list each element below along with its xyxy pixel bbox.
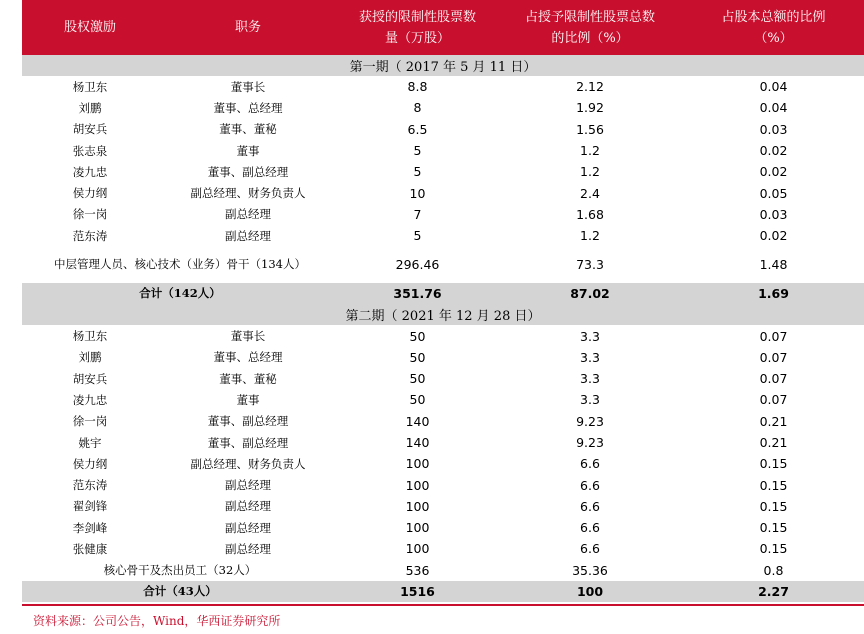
pct-grant-value: 6.6 [580,498,600,514]
group-label: 中层管理人员、核心技术（业务）骨干（134人） [54,257,306,272]
person-title: 副总经理 [225,478,271,493]
period-band: 第一期（ 2017 年 5 月 11 日） [22,55,864,76]
pct-capital-value: 0.21 [759,435,788,450]
group-row [22,246,864,283]
table-row [22,97,864,118]
pct-capital-value: 0.03 [759,206,788,222]
pct-capital-value: 0.03 [759,121,788,137]
pct-grant-value: 100 [576,583,604,599]
person-name: 侯力纲 [72,186,108,201]
table-row [22,76,864,97]
total-label: 合计（142人） [139,286,221,301]
person-name: 张志泉 [72,143,108,158]
shares-value: 50 [409,328,426,344]
person-title: 董事、副总经理 [207,164,289,179]
table-row [22,453,864,474]
person-title: 副总经理 [225,520,271,535]
table-row [22,225,864,246]
shares-value: 140 [405,413,430,429]
pct-capital-value: 2.27 [758,583,789,599]
person-name: 凌九忠 [72,392,108,407]
pct-grant-value: 9.23 [576,413,604,429]
shares-value: 5 [413,228,422,244]
pct-grant-value: 73.3 [576,257,604,273]
total-row [22,581,864,602]
pct-grant-value: 3.3 [580,371,600,387]
person-title: 董事 [236,392,260,407]
person-name: 杨卫东 [72,329,108,344]
shares-value: 100 [405,541,430,557]
table-row [22,182,864,203]
person-name: 刘鹏 [78,350,102,365]
pct-grant-value: 87.02 [570,286,610,302]
shares-value: 351.76 [393,286,442,302]
pct-grant-value: 1.2 [580,164,600,180]
person-name: 刘鹏 [78,100,102,115]
shares-value: 140 [405,435,430,450]
shares-value: 8.8 [407,79,428,95]
person-name: 凌九忠 [72,164,108,179]
person-name: 姚宇 [78,435,102,450]
person-title: 副总经理、财务负责人 [190,186,306,201]
shares-value: 10 [409,185,426,201]
person-name: 张健康 [72,541,108,556]
person-title: 副总经理 [225,228,271,243]
table-row [22,389,864,410]
pct-capital-value: 0.15 [759,477,788,493]
pct-grant-value: 2.12 [576,79,604,95]
pct-grant-value: 35.36 [572,562,608,578]
table-row [22,347,864,368]
bottom-rule [22,604,864,606]
pct-capital-value: 0.02 [759,228,788,244]
table-row [22,496,864,517]
shares-value: 50 [409,392,426,408]
person-name: 侯力纲 [72,456,108,471]
shares-value: 5 [413,143,422,159]
pct-grant-value: 6.6 [580,541,600,557]
table-row [22,411,864,432]
pct-grant-value: 1.56 [576,121,604,137]
table-row [22,474,864,495]
pct-capital-value: 0.02 [759,164,788,180]
table-row [22,432,864,453]
table-header [22,0,864,55]
pct-capital-value: 0.15 [759,456,788,472]
table-row [22,368,864,389]
shares-value: 5 [413,164,422,180]
source-note: 资料来源：公司公告，Wind，华西证券研究所 [33,614,281,628]
shares-value: 50 [409,349,426,365]
person-title: 董事、董秘 [219,371,277,386]
person-name: 李剑峰 [72,520,108,535]
total-label: 合计（43人） [143,583,217,598]
pct-capital-value: 1.69 [758,286,789,302]
pct-capital-value: 0.04 [759,79,788,95]
pct-capital-value: 0.8 [763,562,784,578]
person-name: 翟剑锋 [72,499,108,514]
pct-grant-value: 1.92 [576,100,604,116]
table-row [22,538,864,559]
pct-grant-value: 3.3 [580,392,600,408]
person-name: 徐一岗 [72,207,108,222]
pct-capital-value: 0.07 [759,371,788,387]
person-name: 范东涛 [72,478,108,493]
person-name: 胡安兵 [72,122,108,137]
header-incentive: 股权激励 [63,20,116,35]
pct-grant-value: 1.2 [580,143,600,159]
shares-value: 1516 [400,583,435,599]
pct-capital-value: 0.07 [759,392,788,408]
shares-value: 296.46 [395,257,440,273]
pct-capital-value: 0.02 [759,143,788,159]
pct-grant-value: 9.23 [576,435,604,450]
header-pct-capital: 占股本总额的比例 （%） [721,9,826,46]
person-title: 副总经理、财务负责人 [190,456,306,471]
person-title: 董事长 [230,329,266,344]
person-title: 副总经理 [225,499,271,514]
person-title: 副总经理 [225,207,271,222]
group-label: 核心骨干及杰出员工（32人） [103,562,257,577]
table-row [22,517,864,538]
table-row [22,140,864,161]
shares-value: 100 [405,520,430,536]
person-name: 胡安兵 [72,371,108,386]
pct-capital-value: 0.21 [759,413,788,429]
shares-value: 536 [405,562,430,578]
group-row [22,560,864,581]
person-name: 徐一岗 [72,414,108,429]
person-title: 副总经理 [225,541,271,556]
person-title: 董事长 [230,79,266,94]
pct-capital-value: 0.04 [759,100,788,116]
pct-grant-value: 6.6 [580,520,600,536]
table-row [22,119,864,140]
shares-value: 100 [405,477,430,493]
pct-grant-value: 2.4 [580,185,600,201]
person-title: 董事、副总经理 [207,414,289,429]
pct-grant-value: 3.3 [580,349,600,365]
pct-grant-value: 6.6 [580,456,600,472]
incentive-table [22,0,864,602]
pct-capital-value: 0.05 [759,185,788,201]
person-title: 董事、总经理 [213,350,283,365]
shares-value: 6.5 [407,121,428,137]
table-row [22,325,864,346]
shares-value: 8 [413,100,422,116]
table-body [22,55,864,602]
period-band: 第二期（ 2021 年 12 月 28 日） [22,304,864,325]
person-name: 范东涛 [72,228,108,243]
pct-capital-value: 0.15 [759,541,788,557]
table-row [22,161,864,182]
pct-capital-value: 0.15 [759,498,788,514]
person-title: 董事、董秘 [219,122,277,137]
pct-grant-value: 3.3 [580,328,600,344]
pct-capital-value: 0.07 [759,328,788,344]
shares-value: 50 [409,371,426,387]
pct-capital-value: 0.07 [759,349,788,365]
header-pct-grant: 占授予限制性股票总数 的比例（%） [524,9,655,46]
pct-capital-value: 1.48 [759,257,788,273]
pct-capital-value: 0.15 [759,520,788,536]
header-position: 职务 [234,20,261,35]
pct-grant-value: 1.68 [576,206,604,222]
table-row [22,204,864,225]
pct-grant-value: 1.2 [580,228,600,244]
shares-value: 7 [413,206,422,222]
person-title: 董事 [236,143,260,158]
pct-grant-value: 6.6 [580,477,600,493]
person-title: 董事、总经理 [213,100,283,115]
shares-value: 100 [405,456,430,472]
total-row [22,283,864,304]
shares-value: 100 [405,498,430,514]
person-title: 董事、副总经理 [207,435,289,450]
header-shares: 获授的限制性股票数 量（万股） [358,9,476,46]
person-name: 杨卫东 [72,79,108,94]
